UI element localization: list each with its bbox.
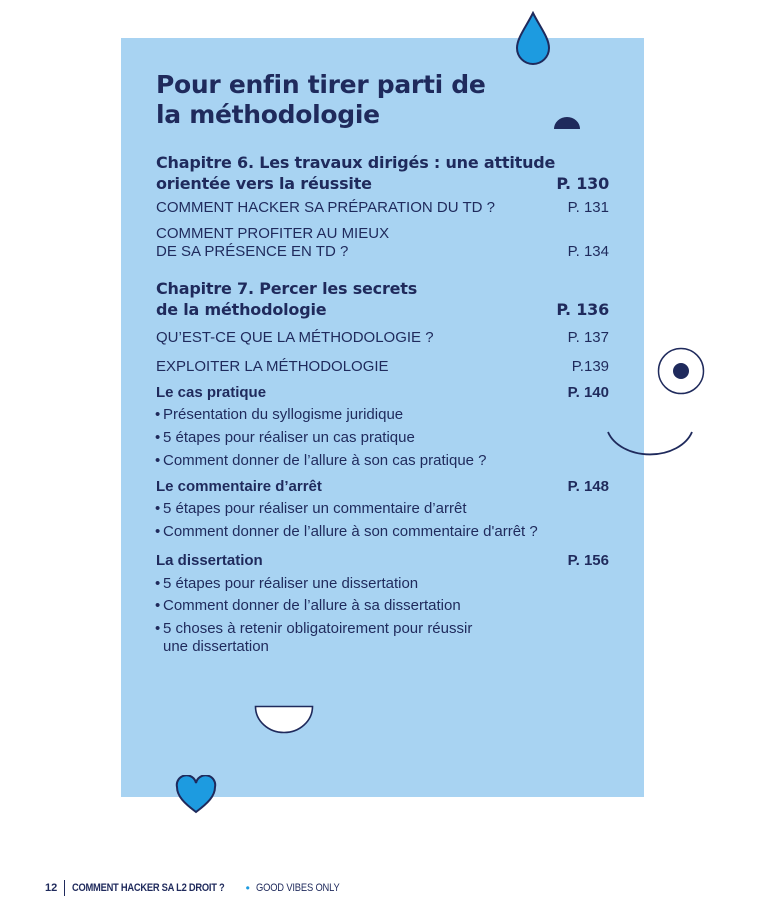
bullet-dot: •: [155, 406, 161, 423]
bullet-text: Présentation du syllogisme juridique: [163, 406, 404, 423]
bullet-text: 5 étapes pour réaliser une dissertation: [163, 575, 419, 592]
section-title: EXPLOITER LA MÉTHODOLOGIE: [156, 358, 389, 375]
water-drop-icon: [514, 11, 552, 67]
section-page: P.139: [571, 358, 609, 375]
chapter-page: P. 130: [556, 174, 609, 193]
chapter-title: Chapitre 7. Percer les secrets de la méthodologie: [156, 279, 418, 319]
bullet-item: [155, 406, 595, 424]
bullet-dot: •: [155, 620, 161, 637]
bullet-dot: •: [155, 597, 161, 614]
bullet-item: [155, 429, 595, 447]
bullet-dot: •: [155, 575, 161, 592]
chapter-7-entry: [156, 278, 609, 320]
chapter-title: Chapitre 6. Les travaux dirigés : une attitude orientée vers la réussite: [156, 153, 556, 193]
section-page: P. 134: [567, 243, 609, 260]
bullet-item: [155, 575, 595, 593]
bullet-text: 5 étapes pour réaliser un commentaire d’arrêt: [163, 500, 467, 517]
subsection-entry: [156, 384, 609, 402]
bullet-text: Comment donner de l’allure à son commentaire d'arrêt ?: [163, 523, 538, 540]
section-title: COMMENT PROFITER AU MIEUX DE SA PRÉSENCE EN TD ?: [156, 225, 390, 260]
subsection-title: La dissertation: [156, 552, 263, 569]
footer-tagline: GOOD VIBES ONLY: [255, 882, 340, 894]
bullet-item: [155, 523, 595, 541]
heart-icon: [175, 775, 217, 815]
bullet-dot: •: [155, 523, 161, 540]
bullet-item: [155, 500, 595, 518]
subsection-title: Le cas pratique: [156, 384, 267, 401]
bullet-item: [155, 620, 595, 656]
smile-arc-icon: [606, 428, 696, 464]
eye-icon: [657, 347, 705, 395]
bullet-item: [155, 452, 595, 470]
subsection-page: P. 140: [567, 384, 609, 401]
bullet-text: 5 étapes pour réaliser un cas pratique: [163, 429, 415, 446]
bullet-text: Comment donner de l’allure à son cas pratique ?: [163, 452, 487, 469]
bullet-dot: •: [155, 500, 161, 517]
bullet-dot: •: [155, 452, 161, 469]
bullet-text: Comment donner de l’allure à sa dissertation: [163, 597, 461, 614]
subsection-entry: [156, 552, 609, 570]
section-page: P. 137: [567, 329, 609, 346]
chapter-6-entry: [156, 152, 609, 194]
page-footer: [45, 878, 354, 898]
bullet-item: [155, 597, 595, 615]
subsection-page: P. 156: [567, 552, 609, 569]
section-entry: [156, 329, 609, 347]
footer-dot: •: [245, 881, 250, 895]
section-page: P. 131: [567, 199, 609, 216]
page-title: Pour enfin tirer parti de la méthodologie: [156, 70, 486, 129]
section-entry: [156, 199, 609, 217]
section-entry: [156, 225, 609, 261]
footer-divider: [64, 880, 65, 896]
page-number: 12: [45, 882, 58, 894]
subsection-entry: [156, 478, 609, 496]
section-title: COMMENT HACKER SA PRÉPARATION DU TD ?: [156, 199, 495, 216]
subsection-page: P. 148: [567, 478, 609, 495]
chapter-page: P. 136: [556, 300, 609, 319]
section-title: QU’EST-CE QUE LA MÉTHODOLOGIE ?: [156, 329, 434, 346]
bullet-dot: •: [155, 429, 161, 446]
half-circle-icon: [553, 116, 581, 130]
section-entry: [156, 358, 609, 376]
book-title: COMMENT HACKER SA L2 DROIT ?: [72, 882, 225, 894]
bowl-icon: [254, 705, 314, 735]
bullet-text: 5 choses à retenir obligatoirement pour réussir une dissertation: [163, 620, 473, 655]
subsection-title: Le commentaire d’arrêt: [156, 478, 322, 495]
